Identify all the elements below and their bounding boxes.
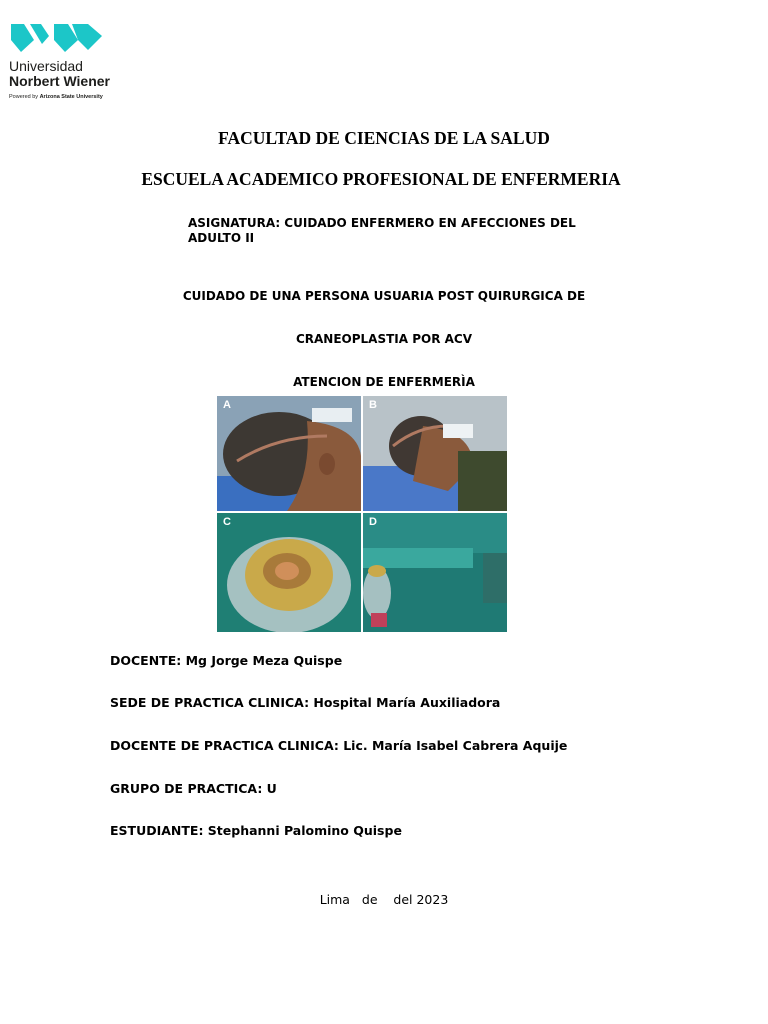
- panel-label-b: B: [369, 399, 377, 411]
- date-line: Lima de del 2023: [319, 892, 449, 907]
- powered-prefix: Powered by: [9, 94, 39, 100]
- logo-mark-icon: [8, 18, 108, 54]
- photo-panel-b: [363, 396, 507, 511]
- logo-line-2: Norbert Wiener: [9, 73, 111, 89]
- practice-site-line: SEDE DE PRACTICA CLINICA: Hospital María Auxiliadora: [110, 695, 501, 710]
- logo-powered-by: [9, 94, 103, 100]
- clinical-photo-grid: [217, 396, 507, 632]
- faculty-title: FACULTAD DE CIENCIAS DE LA SALUD: [218, 128, 550, 148]
- photo-panel-c: [217, 513, 361, 632]
- school-title: ESCUELA ACADEMICO PROFESIONAL DE ENFERMERIA: [141, 169, 621, 189]
- topic-line-1: CUIDADO DE UNA PERSONA USUARIA POST QUIRURGICA DE: [182, 289, 586, 303]
- panel-label-c: C: [223, 516, 231, 528]
- practice-group-line: GRUPO DE PRACTICA: U: [110, 781, 277, 796]
- head-post-op-view-image: [363, 396, 507, 511]
- teacher-line: DOCENTE: Mg Jorge Meza Quispe: [110, 653, 343, 668]
- surgical-field-image: [217, 513, 361, 632]
- panel-label-d: D: [369, 516, 377, 528]
- student-line: ESTUDIANTE: Stephanni Palomino Quispe: [110, 823, 402, 838]
- clinical-teacher-line: DOCENTE DE PRACTICA CLINICA: Lic. María Isabel Cabrera Aquije: [110, 738, 568, 753]
- university-logo: [8, 18, 140, 104]
- topic-line-2: CRANEOPLASTIA POR ACV: [295, 332, 473, 346]
- logo-line-1: Universidad: [9, 58, 83, 74]
- topic-line-3: ATENCION DE ENFERMERÌA: [293, 375, 475, 389]
- photo-panel-d: [363, 513, 507, 632]
- powered-org: Arizona State University: [39, 94, 103, 100]
- photo-panel-a: [217, 396, 361, 511]
- head-scar-side-view-image: [217, 396, 361, 511]
- operating-room-image: [363, 513, 507, 632]
- panel-label-a: A: [223, 399, 231, 411]
- subject-heading: ASIGNATURA: CUIDADO ENFERMERO EN AFECCIONES DEL ADULTO II: [188, 216, 576, 245]
